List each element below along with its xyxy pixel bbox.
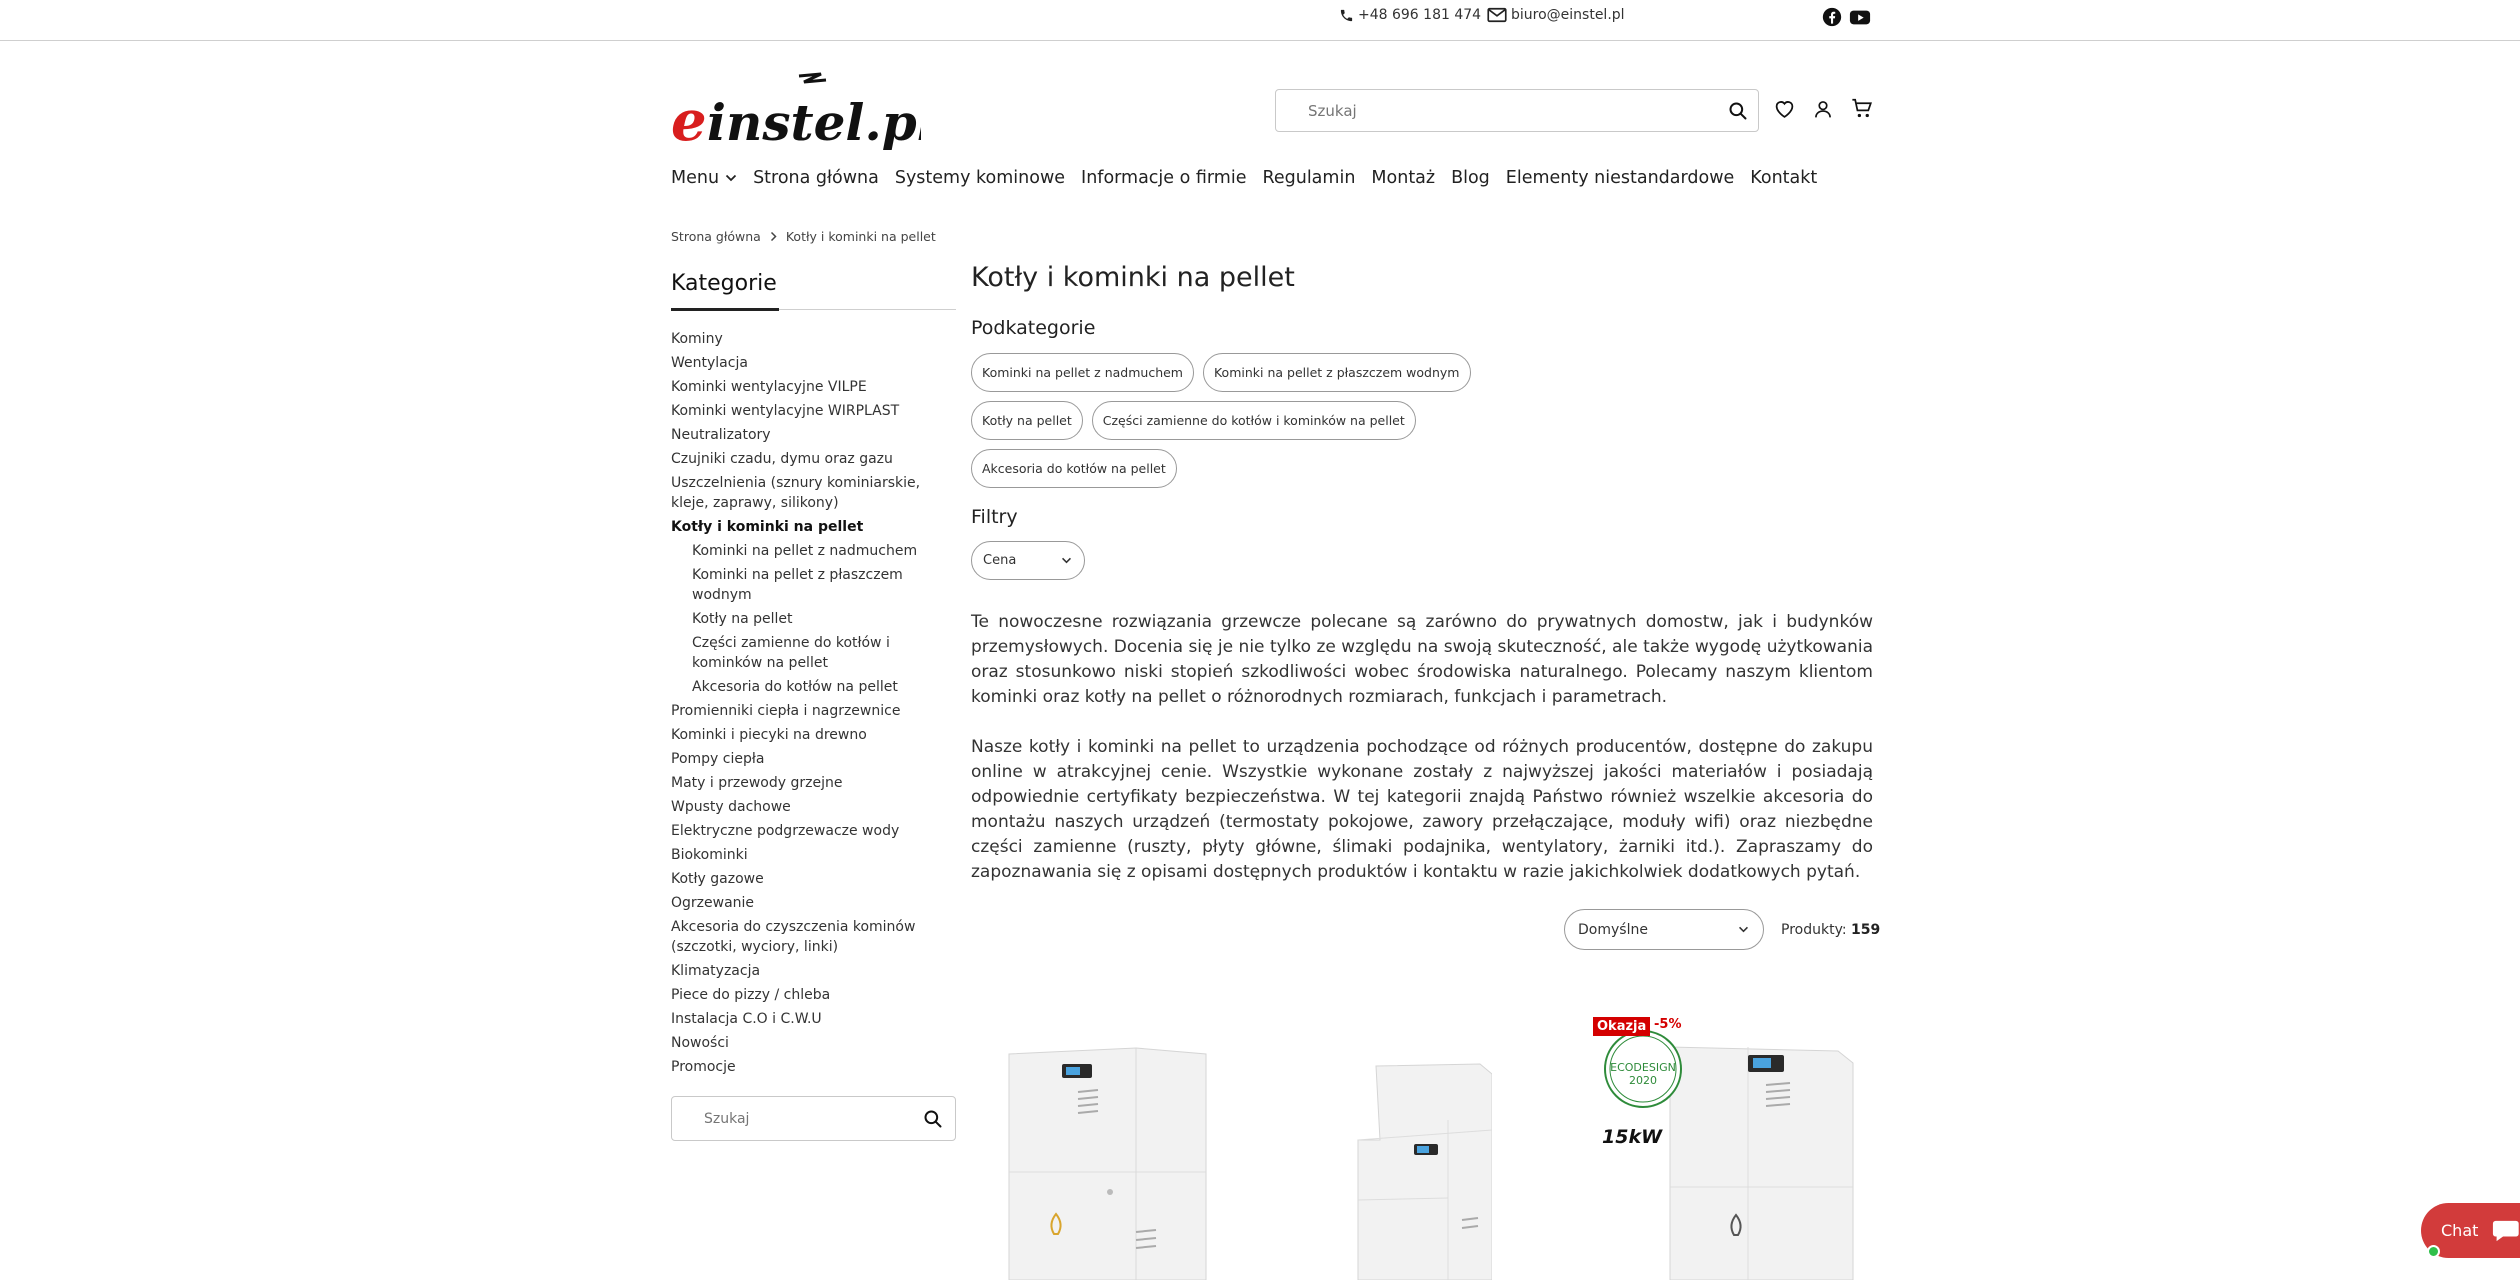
category-list bbox=[671, 329, 961, 1081]
okazja-badge: Okazja bbox=[1593, 1017, 1650, 1036]
email-address: biuro@einstel.pl bbox=[1511, 7, 1625, 23]
facebook-icon[interactable] bbox=[1822, 7, 1842, 27]
product-image-2[interactable] bbox=[1352, 1060, 1492, 1280]
price-filter-label: Cena bbox=[983, 553, 1017, 568]
chat-label: Chat bbox=[2441, 1221, 2479, 1240]
nav-blog[interactable]: Blog bbox=[1451, 168, 1490, 188]
sidebar-category-item[interactable]: Kotły gazowe bbox=[671, 871, 764, 887]
sort-value: Domyślne bbox=[1578, 921, 1648, 938]
chevron-down-icon bbox=[1738, 926, 1749, 933]
phone-icon bbox=[1339, 8, 1354, 23]
sidebar-category-item[interactable]: Elektryczne podgrzewacze wody bbox=[671, 823, 900, 839]
online-indicator bbox=[2427, 1245, 2440, 1258]
price-filter-dropdown[interactable] bbox=[971, 541, 1085, 580]
main-content bbox=[971, 262, 1873, 885]
sidebar-category-item[interactable]: Wpusty dachowe bbox=[671, 799, 791, 815]
discount-badge: -5% bbox=[1654, 1017, 1682, 1032]
chat-button[interactable] bbox=[2421, 1203, 2520, 1258]
subcategory-chips bbox=[971, 353, 1581, 488]
sidebar-search-input[interactable] bbox=[672, 1111, 911, 1127]
ecodesign-year: 2020 bbox=[1629, 1074, 1657, 1087]
phone-number: +48 696 181 474 bbox=[1358, 7, 1482, 23]
heart-icon[interactable] bbox=[1774, 99, 1795, 119]
search-button[interactable] bbox=[1718, 91, 1758, 131]
sidebar-category-item[interactable]: Kotły i kominki na pellet bbox=[671, 519, 864, 535]
nav-menu[interactable] bbox=[671, 168, 737, 188]
sidebar-category-item[interactable]: Ogrzewanie bbox=[671, 895, 755, 911]
svg-text:e: e bbox=[671, 88, 707, 150]
header-icons bbox=[1774, 98, 1873, 119]
subcategory-chip[interactable]: Części zamienne do kotłów i kominków na pellet bbox=[1092, 401, 1416, 440]
subcategory-chip[interactable]: Kotły na pellet bbox=[971, 401, 1083, 440]
sidebar-category-item[interactable]: Akcesoria do czyszczenia kominów (szczotki, wyciory, linki) bbox=[671, 919, 916, 955]
sidebar-category-item[interactable]: Promocje bbox=[671, 1059, 736, 1075]
sort-dropdown[interactable] bbox=[1564, 909, 1764, 950]
sidebar-category-item[interactable]: Pompy ciepła bbox=[671, 751, 765, 767]
search-input[interactable] bbox=[1276, 90, 1718, 131]
subcategory-chip[interactable]: Kominki na pellet z płaszczem wodnym bbox=[1203, 353, 1471, 392]
subcategory-chip[interactable]: Akcesoria do kotłów na pellet bbox=[971, 449, 1177, 488]
cart-icon[interactable] bbox=[1851, 98, 1873, 119]
nav-kontakt[interactable]: Kontakt bbox=[1750, 168, 1818, 188]
sidebar-subcategory-item[interactable]: Części zamienne do kotłów i kominków na pellet bbox=[692, 635, 890, 671]
nav-systemy-kominowe[interactable]: Systemy kominowe bbox=[894, 168, 1066, 188]
sidebar-subcategory-item[interactable]: Kominki na pellet z płaszczem wodnym bbox=[692, 567, 903, 603]
search-icon bbox=[923, 1109, 943, 1129]
sidebar-subcategory-item[interactable]: Kotły na pellet bbox=[692, 611, 793, 627]
search-icon bbox=[1728, 101, 1748, 121]
chevron-down-icon bbox=[725, 174, 737, 182]
product-image-1[interactable] bbox=[1006, 1044, 1216, 1280]
breadcrumb-current: Kotły i kominki na pellet bbox=[785, 229, 936, 244]
power-label: 15kW bbox=[1602, 1126, 1663, 1148]
subcategory-chip[interactable]: Kominki na pellet z nadmuchem bbox=[971, 353, 1194, 392]
nav-regulamin[interactable]: Regulamin bbox=[1262, 168, 1356, 188]
chevron-right-icon bbox=[770, 231, 777, 242]
sidebar-category-item[interactable]: Neutralizatory bbox=[671, 427, 771, 443]
mail-icon bbox=[1487, 7, 1507, 23]
sidebar-subcategory-item[interactable]: Kominki na pellet z nadmuchem bbox=[692, 543, 918, 559]
nav-elementy-niestandardowe[interactable]: Elementy niestandardowe bbox=[1505, 168, 1735, 188]
category-description-2: Nasze kotły i kominki na pellet to urządzenia pochodzące od różnych producentów, dostępne do zakupu online w atrakcyjnej cenie. Wszystkie wykonane zostały z najwyższej jakości materiałów i posiadają odpowiednie certyfikaty bezpieczeństwa. W tej kategorii znajdą Państwo również wszelkie akcesoria do montażu naszych urządzeń (termostaty pokojowe, zawory przełączające, moduły wifi) oraz niezbędne części zamienne (ruszty, płyty główne, ślimaki podajnika, wentylatory, żarniki itd.). Zapraszamy do zapoznawania się z opisami dostępnych produktów i kontaktu w razie jakichkolwiek dodatkowych pytań. bbox=[971, 737, 1873, 882]
sidebar-category-item[interactable]: Czujniki czadu, dymu oraz gazu bbox=[671, 451, 893, 467]
product-count-label: Produkty: bbox=[1781, 921, 1847, 938]
youtube-icon[interactable] bbox=[1849, 7, 1871, 27]
sort-bar bbox=[1564, 909, 1880, 950]
sidebar-category-item[interactable]: Kominki wentylacyjne VILPE bbox=[671, 379, 867, 395]
top-bar bbox=[0, 0, 2520, 41]
sidebar-category-item[interactable]: Kominki wentylacyjne WIRPLAST bbox=[671, 403, 900, 419]
site-logo[interactable] bbox=[671, 70, 921, 150]
nav-informacje-o-firmie[interactable]: Informacje o firmie bbox=[1081, 168, 1247, 188]
sidebar-category-item[interactable]: Biokominki bbox=[671, 847, 748, 863]
chevron-down-icon bbox=[1061, 557, 1072, 564]
sidebar-title-underline bbox=[671, 308, 779, 311]
sidebar-category-item[interactable]: Kominy bbox=[671, 331, 723, 347]
ecodesign-text: ECODESIGN bbox=[1610, 1061, 1676, 1074]
sidebar-category-item[interactable]: Piece do pizzy / chleba bbox=[671, 987, 831, 1003]
sidebar-category-item[interactable]: Wentylacja bbox=[671, 355, 748, 371]
svg-text:instel.pl: instel.pl bbox=[707, 93, 921, 150]
sidebar-search bbox=[671, 1096, 956, 1141]
sidebar-category-item[interactable]: Nowości bbox=[671, 1035, 729, 1051]
sidebar-category-item[interactable]: Maty i przewody grzejne bbox=[671, 775, 843, 791]
email-contact[interactable] bbox=[1487, 7, 1625, 23]
header-search bbox=[1275, 89, 1759, 132]
sidebar-search-button[interactable] bbox=[911, 1097, 955, 1141]
subcategories-heading: Podkategorie bbox=[971, 317, 1096, 339]
user-icon[interactable] bbox=[1813, 99, 1833, 119]
product-image-3[interactable] bbox=[1598, 1017, 1858, 1280]
category-description-1: Te nowoczesne rozwiązania grzewcze polecane są zarówno do prywatnych domostw, jak i budynków przemysłowych. Docenia się je nie tylko ze względu na swoją skuteczność, ale także wygodę użytkowania oraz stosunkowo niski stopień szkodliwości wobec środowiska naturalnego. Polecamy naszym klientom kominki oraz kotły na pellet o różnorodnych rozmiarach, funkcjach i parametrach. bbox=[971, 612, 1873, 707]
page-title: Kotły i kominki na pellet bbox=[971, 262, 1295, 293]
product-count bbox=[1781, 922, 1880, 938]
sidebar-category-item[interactable]: Instalacja C.O i C.W.U bbox=[671, 1011, 822, 1027]
chat-bubble-icon bbox=[2492, 1218, 2520, 1244]
nav-strona-glowna[interactable]: Strona główna bbox=[753, 168, 879, 188]
sidebar-category-item[interactable]: Uszczelnienia (sznury kominiarskie, kleje, zaprawy, silikony) bbox=[671, 475, 921, 511]
nav-montaz[interactable]: Montaż bbox=[1371, 168, 1436, 188]
sidebar-subcategory-item[interactable]: Akcesoria do kotłów na pellet bbox=[692, 679, 898, 695]
sidebar-category-item[interactable]: Klimatyzacja bbox=[671, 963, 761, 979]
breadcrumb bbox=[671, 229, 936, 244]
sidebar-title: Kategorie bbox=[671, 271, 777, 296]
filters-heading: Filtry bbox=[971, 506, 1018, 528]
product-count-value: 159 bbox=[1851, 921, 1881, 938]
breadcrumb-home[interactable]: Strona główna bbox=[671, 229, 761, 244]
sidebar-category-item[interactable]: Promienniki ciepła i nagrzewnice bbox=[671, 703, 901, 719]
social-links bbox=[1822, 7, 1871, 27]
nav-menu-label: Menu bbox=[671, 168, 720, 188]
main-nav bbox=[671, 168, 1817, 188]
sidebar-category-item[interactable]: Kominki i piecyki na drewno bbox=[671, 727, 867, 743]
phone-contact[interactable] bbox=[1339, 7, 1481, 23]
